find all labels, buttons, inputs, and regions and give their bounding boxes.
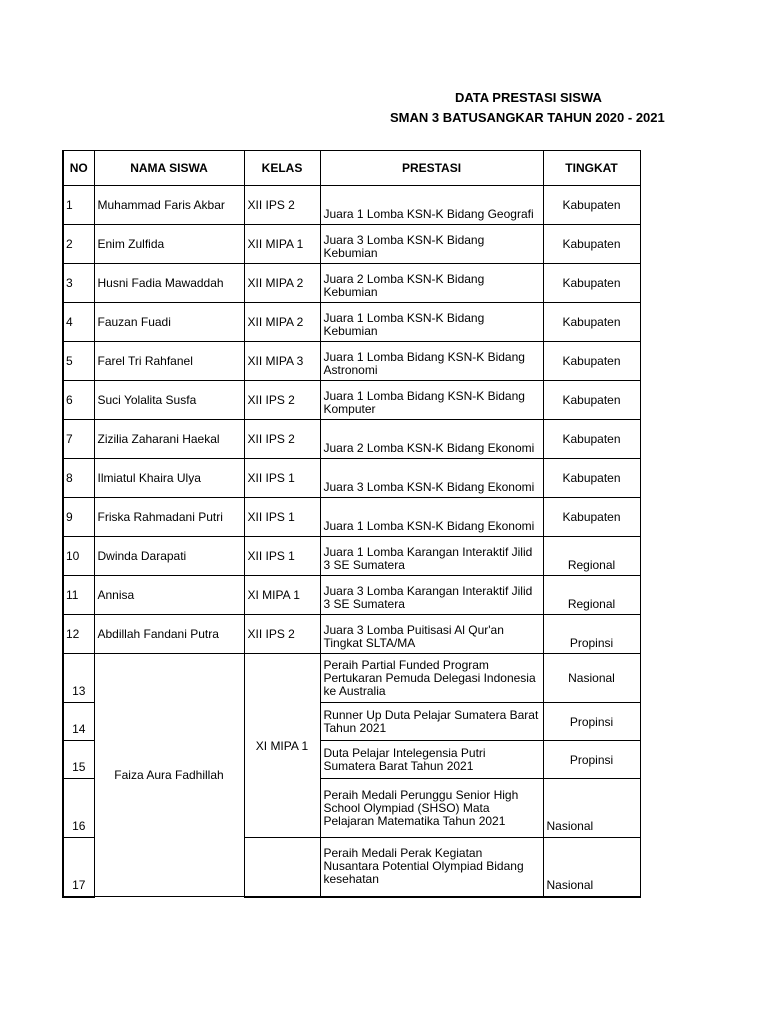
table-row: [63, 537, 640, 576]
cell-kelas-merged: XI MIPA 1: [244, 654, 320, 838]
cell-prestasi: Runner Up Duta Pelajar Sumatera Barat Tahun 2021: [320, 703, 543, 741]
cell-no: 16: [63, 779, 94, 838]
cell-tingkat: Kabupaten: [543, 303, 640, 342]
cell-nama: Farel Tri Rahfanel: [94, 342, 244, 381]
cell-kelas: XII IPS 2: [244, 420, 320, 459]
cell-no: 15: [63, 741, 94, 779]
achievement-table: [62, 150, 641, 898]
header-tingkat: TINGKAT: [543, 151, 640, 186]
cell-tingkat: Kabupaten: [543, 264, 640, 303]
header-kelas: KELAS: [244, 151, 320, 186]
cell-no: 5: [63, 342, 94, 381]
cell-prestasi: Peraih Partial Funded Program Pertukaran Pemuda Delegasi Indonesia ke Australia: [320, 654, 543, 703]
table-row: [63, 420, 640, 459]
title-line-1: DATA PRESTASI SISWA: [455, 90, 602, 105]
table-row: [63, 381, 640, 420]
cell-tingkat: Kabupaten: [543, 225, 640, 264]
cell-nama: Annisa: [94, 576, 244, 615]
cell-nama: Friska Rahmadani Putri: [94, 498, 244, 537]
title-line-2: SMAN 3 BATUSANGKAR TAHUN 2020 - 2021: [390, 110, 665, 125]
cell-no: 11: [63, 576, 94, 615]
cell-prestasi: Juara 1 Lomba KSN-K Bidang Kebumian: [320, 303, 543, 342]
cell-kelas: XII IPS 2: [244, 615, 320, 654]
header-nama: NAMA SISWA: [94, 151, 244, 186]
cell-kelas: XII IPS 2: [244, 381, 320, 420]
cell-no: 13: [63, 654, 94, 703]
cell-tingkat: Nasional: [543, 654, 640, 703]
cell-kelas: XII IPS 2: [244, 186, 320, 225]
table-header-row: [63, 151, 640, 186]
cell-no: 3: [63, 264, 94, 303]
cell-tingkat: Kabupaten: [543, 381, 640, 420]
cell-nama: Abdillah Fandani Putra: [94, 615, 244, 654]
cell-prestasi: Juara 2 Lomba KSN-K Bidang Kebumian: [320, 264, 543, 303]
cell-prestasi: Juara 1 Lomba KSN-K Bidang Geografi: [320, 186, 543, 225]
cell-tingkat: Kabupaten: [543, 459, 640, 498]
cell-prestasi: Juara 3 Lomba KSN-K Bidang Kebumian: [320, 225, 543, 264]
cell-nama: Dwinda Darapati: [94, 537, 244, 576]
cell-nama: Ilmiatul Khaira Ulya: [94, 459, 244, 498]
cell-nama: Zizilia Zaharani Haekal: [94, 420, 244, 459]
table-row: [63, 576, 640, 615]
cell-kelas: XII IPS 1: [244, 498, 320, 537]
cell-kelas: XII MIPA 2: [244, 264, 320, 303]
cell-nama: Enim Zulfida: [94, 225, 244, 264]
cell-prestasi: Juara 1 Lomba Karangan Interaktif Jilid 3 SE Sumatera: [320, 537, 543, 576]
table-row: [63, 342, 640, 381]
cell-kelas: XII IPS 1: [244, 537, 320, 576]
cell-no: 4: [63, 303, 94, 342]
cell-kelas-empty: [244, 838, 320, 897]
cell-prestasi: Juara 3 Lomba KSN-K Bidang Ekonomi: [320, 459, 543, 498]
cell-kelas: XI MIPA 1: [244, 576, 320, 615]
cell-tingkat: Kabupaten: [543, 342, 640, 381]
cell-no: 8: [63, 459, 94, 498]
cell-prestasi: Juara 1 Lomba Bidang KSN-K Bidang Komputer: [320, 381, 543, 420]
cell-prestasi: Duta Pelajar Intelegensia Putri Sumatera Barat Tahun 2021: [320, 741, 543, 779]
cell-prestasi: Juara 2 Lomba KSN-K Bidang Ekonomi: [320, 420, 543, 459]
cell-kelas: XII MIPA 3: [244, 342, 320, 381]
cell-no: 6: [63, 381, 94, 420]
cell-tingkat: Regional: [543, 537, 640, 576]
cell-tingkat: Kabupaten: [543, 420, 640, 459]
cell-tingkat: Nasional: [543, 838, 640, 897]
cell-no: 14: [63, 703, 94, 741]
table-row: [63, 186, 640, 225]
cell-tingkat: Nasional: [543, 779, 640, 838]
header-no: NO: [63, 151, 94, 186]
cell-nama: Husni Fadia Mawaddah: [94, 264, 244, 303]
cell-tingkat: Propinsi: [543, 703, 640, 741]
table-row: [63, 615, 640, 654]
cell-tingkat: Kabupaten: [543, 498, 640, 537]
table-row: [63, 264, 640, 303]
cell-prestasi: Peraih Medali Perunggu Senior High School Olympiad (SHSO) Mata Pelajaran Matematika Tahun 2021: [320, 779, 543, 838]
cell-tingkat: Propinsi: [543, 741, 640, 779]
cell-tingkat: Kabupaten: [543, 186, 640, 225]
table-row: [63, 225, 640, 264]
table-row: [63, 303, 640, 342]
table-row: [63, 459, 640, 498]
cell-prestasi: Peraih Medali Perak Kegiatan Nusantara Potential Olympiad Bidang kesehatan: [320, 838, 543, 897]
cell-no: 7: [63, 420, 94, 459]
cell-prestasi: Juara 3 Lomba Karangan Interaktif Jilid 3 SE Sumatera: [320, 576, 543, 615]
cell-kelas: XII IPS 1: [244, 459, 320, 498]
cell-prestasi: Juara 1 Lomba Bidang KSN-K Bidang Astronomi: [320, 342, 543, 381]
cell-tingkat: Regional: [543, 576, 640, 615]
cell-prestasi: Juara 1 Lomba KSN-K Bidang Ekonomi: [320, 498, 543, 537]
cell-no: 17: [63, 838, 94, 897]
cell-nama: Fauzan Fuadi: [94, 303, 244, 342]
cell-nama-merged: Faiza Aura Fadhillah: [94, 654, 244, 897]
cell-nama: Muhammad Faris Akbar: [94, 186, 244, 225]
cell-no: 10: [63, 537, 94, 576]
table-row: [63, 654, 640, 703]
cell-no: 1: [63, 186, 94, 225]
cell-no: 2: [63, 225, 94, 264]
cell-no: 12: [63, 615, 94, 654]
cell-no: 9: [63, 498, 94, 537]
cell-prestasi: Juara 3 Lomba Puitisasi Al Qur'an Tingkat SLTA/MA: [320, 615, 543, 654]
table-row: [63, 498, 640, 537]
cell-nama: Suci Yolalita Susfa: [94, 381, 244, 420]
cell-tingkat: Propinsi: [543, 615, 640, 654]
header-prestasi: PRESTASI: [320, 151, 543, 186]
cell-kelas: XII MIPA 2: [244, 303, 320, 342]
cell-kelas: XII MIPA 1: [244, 225, 320, 264]
